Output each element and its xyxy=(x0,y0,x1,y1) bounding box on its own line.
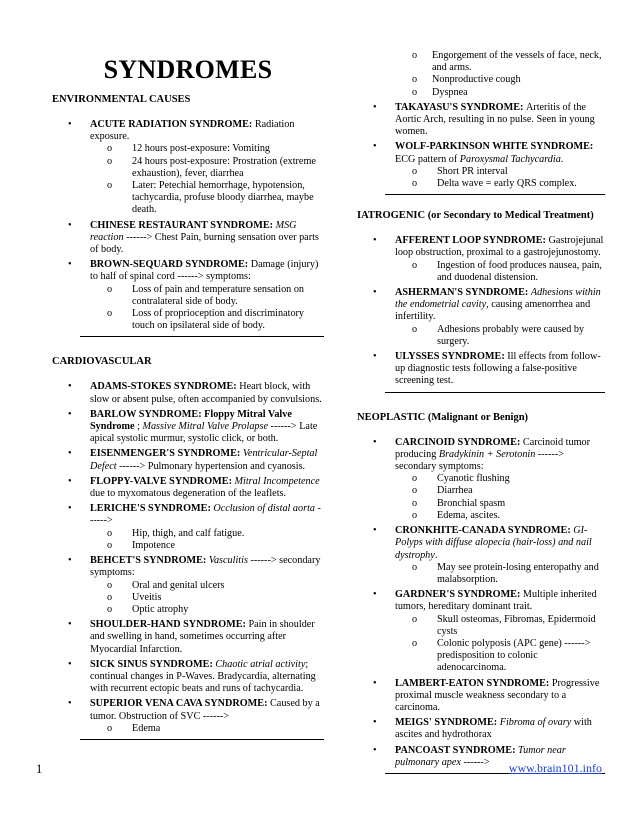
syndrome-item xyxy=(357,525,605,562)
page-number: 1 xyxy=(36,762,43,776)
syndrome-name: TAKAYASU'S SYNDROME: xyxy=(395,101,526,113)
sub-item-text: Edema, ascites. xyxy=(437,509,501,521)
syndrome-description: ; continual changes in P-Waves. Bradycardia, alternating with recurrent ectopic beats and runs of tachycardia. xyxy=(90,658,316,695)
sub-item-text: Dyspnea xyxy=(432,86,468,98)
sub-bullet-icon: o xyxy=(107,155,113,167)
syndrome-name: SICK SINUS SYNDROME: xyxy=(90,658,216,670)
syndrome-item xyxy=(52,619,324,656)
syndrome-description: Mitral Incompetence xyxy=(234,475,320,487)
syndrome-list xyxy=(52,448,324,472)
sub-bullet-icon: o xyxy=(107,308,113,320)
syndrome-list xyxy=(357,141,605,165)
syndrome-item xyxy=(52,409,324,446)
sub-item xyxy=(52,156,324,180)
sub-item xyxy=(357,562,605,586)
syndrome-name: PANCOAST SYNDROME: xyxy=(395,744,519,756)
section-gap xyxy=(52,368,324,378)
sub-bullet-icon: o xyxy=(107,143,113,155)
sub-item-text: Delta wave = early QRS complex. xyxy=(437,178,577,190)
syndrome-name: BROWN-SEQUARD SYNDROME: xyxy=(90,259,251,271)
sub-item-text: Optic atrophy xyxy=(132,603,189,615)
bullet-icon: • xyxy=(373,744,377,756)
sub-bullet-icon: o xyxy=(412,259,418,271)
sub-item xyxy=(357,178,605,190)
syndrome-description: ------> Late apical systolic murmur, systolic click, or both. xyxy=(90,421,318,445)
sub-item-text: Diarrhea xyxy=(437,485,473,497)
syndrome-item xyxy=(52,555,324,579)
syndrome-description: ------> secondary symptoms: xyxy=(395,448,564,473)
syndrome-item xyxy=(52,659,324,696)
syndrome-description: Chaotic atrial activity xyxy=(215,658,306,670)
bullet-icon: • xyxy=(373,436,377,448)
syndrome-description: Tumor near pulmonary apex xyxy=(395,744,566,768)
sub-item-text: Edema xyxy=(132,722,161,734)
sub-bullet-icon: o xyxy=(107,603,113,615)
syndrome-list xyxy=(357,437,605,474)
sub-item xyxy=(357,50,605,74)
syndrome-description: ECG pattern of xyxy=(395,153,460,165)
sub-bullet-icon: o xyxy=(412,323,418,335)
sub-bullet-icon: o xyxy=(107,527,113,539)
syndrome-list xyxy=(52,381,324,405)
sub-item xyxy=(357,614,605,638)
sub-item xyxy=(357,498,605,510)
syndrome-name: LERICHE'S SYNDROME: xyxy=(90,503,214,515)
sub-bullet-icon: o xyxy=(412,86,418,98)
bullet-icon: • xyxy=(68,619,72,631)
bullet-icon: • xyxy=(373,101,377,113)
bullet-icon: • xyxy=(68,658,72,670)
bullet-icon: • xyxy=(373,141,377,153)
right-column xyxy=(357,0,605,774)
sub-item xyxy=(357,166,605,178)
syndrome-description: Damage (injury) to half of spinal cord ------> symptoms: xyxy=(90,259,319,283)
syndrome-description: Occlusion of distal aorta xyxy=(213,503,315,515)
bullet-icon: • xyxy=(68,448,72,460)
syndrome-name: MEIGS' SYNDROME: xyxy=(395,717,500,729)
bullet-icon: • xyxy=(68,408,72,420)
syndrome-name: CARCINOID SYNDROME: xyxy=(395,436,523,448)
bullet-icon: • xyxy=(373,525,377,537)
syndrome-name: SHOULDER-HAND SYNDROME: xyxy=(90,619,249,631)
syndrome-list xyxy=(52,259,324,283)
sub-item-text: Ingestion of food produces nausea, pain, and duodenal distension. xyxy=(437,259,602,283)
sub-bullet-icon: o xyxy=(107,579,113,591)
syndrome-description: Vasculitis xyxy=(208,555,248,567)
section-heading: CARDIOVASCULAR xyxy=(52,356,152,368)
syndrome-description: Ill effects from follow-up diagnostic tests following a false-positive screening test. xyxy=(395,351,601,387)
syndrome-list xyxy=(357,102,605,139)
sub-item xyxy=(52,143,324,155)
syndrome-description: due to myxomatous degeneration of the leaflets. xyxy=(90,488,287,500)
section xyxy=(52,93,324,337)
left-sections xyxy=(52,93,324,740)
sub-item xyxy=(52,604,324,616)
bullet-icon: • xyxy=(373,717,377,729)
sub-item xyxy=(357,510,605,522)
syndrome-name: FLOPPY-VALVE SYNDROME: xyxy=(90,475,235,487)
sub-bullet-icon: o xyxy=(412,485,418,497)
bullet-icon: • xyxy=(373,677,377,689)
syndrome-description: ------> secondary symptoms: xyxy=(90,555,321,579)
sub-item-text: Oral and genital ulcers xyxy=(132,579,225,591)
bullet-icon: • xyxy=(68,381,72,393)
syndrome-name: WOLF-PARKINSON WHITE SYNDROME: xyxy=(395,141,594,153)
syndrome-description: Pain in shoulder and swelling in hand, sometimes occurring after Myocardial Infarction. xyxy=(90,619,315,655)
syndrome-description: Progressive proximal muscle weakness secondary to a carcinoma. xyxy=(395,677,600,713)
sub-item xyxy=(52,580,324,592)
syndrome-description: Caused by a tumor. Obstruction of SVC ------> xyxy=(90,698,320,722)
syndrome-name: GARDNER'S SYNDROME: xyxy=(395,589,523,601)
sub-bullet-icon: o xyxy=(412,178,418,190)
syndrome-description: ------> xyxy=(90,503,321,527)
sub-item-text: Loss of pain and temperature sensation on contralateral side of body. xyxy=(132,283,305,307)
sub-item-text: May see protein-losing enteropathy and malabsorption. xyxy=(437,561,599,585)
sub-item-text: Uveitis xyxy=(132,591,162,603)
syndrome-name: AFFERENT LOOP SYNDROME: xyxy=(395,235,549,247)
sub-bullet-icon: o xyxy=(107,283,113,295)
syndrome-name: ASHERMAN'S SYNDROME: xyxy=(395,287,531,299)
syndrome-name: BARLOW SYNDROME: Floppy Mitral Valve Syndrome xyxy=(90,408,292,433)
syndrome-description: Paroxysmal Tachycardia xyxy=(459,153,561,165)
syndrome-item xyxy=(52,503,324,527)
sub-item-text: 24 hours post-exposure: Prostration (extreme exhaustion), fever, diarrhea xyxy=(132,155,316,179)
syndrome-item xyxy=(52,119,324,143)
sub-item-text: Cyanotic flushing xyxy=(437,473,510,485)
syndrome-item xyxy=(52,448,324,472)
footer-link[interactable]: www.brain101.info xyxy=(508,761,602,775)
sub-item xyxy=(52,528,324,540)
sub-item xyxy=(52,180,324,217)
syndrome-description: with ascites and hydrothorax xyxy=(395,717,592,741)
syndrome-description: Massive Mitral Valve Prolapse xyxy=(142,421,268,433)
page-title: SYNDROMES xyxy=(103,55,273,84)
sub-item xyxy=(52,308,324,332)
syndrome-description: ------> Pulmonary hypertension and cyanosis. xyxy=(116,460,306,472)
sub-bullet-icon: o xyxy=(412,74,418,86)
sub-item xyxy=(357,74,605,86)
syndrome-item xyxy=(357,141,605,165)
syndrome-item xyxy=(52,259,324,283)
sub-item-text: Bronchial spasm xyxy=(437,497,506,509)
sub-bullet-icon: o xyxy=(107,591,113,603)
section xyxy=(52,355,324,739)
syndrome-description: Arteritis of the Aortic Arch, resulting in no pulse. Seen in young women. xyxy=(395,101,595,138)
syndrome-list xyxy=(52,698,324,722)
sub-bullet-icon: o xyxy=(412,509,418,521)
bullet-icon: • xyxy=(68,259,72,271)
syndrome-name: ADAMS-STOKES SYNDROME: xyxy=(90,381,240,393)
bullet-icon: • xyxy=(68,219,72,231)
section-divider xyxy=(80,739,324,740)
sub-item xyxy=(52,540,324,552)
sub-item xyxy=(357,324,605,348)
sub-item xyxy=(357,87,605,99)
syndrome-name: EISENMENGER'S SYNDROME: xyxy=(90,448,243,460)
bullet-icon: • xyxy=(68,475,72,487)
syndrome-description: . xyxy=(434,549,438,561)
sub-item-text: Skull osteomas, Fibromas, Epidermoid cysts xyxy=(437,613,596,637)
syndrome-description: Heart block, with slow or absent pulse, often accompanied by convulsions. xyxy=(90,381,322,405)
syndrome-name: CRONKHITE-CANADA SYNDROME: xyxy=(395,525,574,537)
section-divider xyxy=(385,392,605,393)
sub-item-text: Adhesions probably were caused by surgery. xyxy=(437,323,585,347)
syndrome-list xyxy=(357,525,605,562)
syndrome-description: ------> xyxy=(460,756,490,768)
section xyxy=(357,411,605,774)
sub-item-text: Engorgement of the vessels of face, neck, and arms. xyxy=(432,50,602,74)
syndrome-list xyxy=(357,235,605,259)
syndrome-name: ACUTE RADIATION SYNDROME: xyxy=(90,119,255,130)
section-heading: ENVIRONMENTAL CAUSES xyxy=(52,94,191,105)
sub-bullet-icon: o xyxy=(412,613,418,625)
section-divider xyxy=(80,336,324,337)
section-heading: NEOPLASTIC (Malignant or Benign) xyxy=(357,411,529,423)
bullet-icon: • xyxy=(68,503,72,515)
sub-item-text: 12 hours post-exposure: Vomiting xyxy=(132,143,271,155)
syndrome-item xyxy=(357,235,605,259)
bullet-icon: • xyxy=(68,698,72,710)
syndrome-list xyxy=(52,409,324,446)
syndrome-list xyxy=(52,119,324,143)
sub-bullet-icon: o xyxy=(412,637,418,649)
sub-item xyxy=(357,260,605,284)
syndrome-description: ------> Chest Pain, burning sensation over parts of body. xyxy=(90,231,319,256)
syndrome-list xyxy=(52,555,324,579)
syndrome-list xyxy=(357,678,605,715)
sub-bullet-icon: o xyxy=(107,722,113,734)
sub-item xyxy=(357,485,605,497)
section-divider xyxy=(385,194,605,195)
syndrome-description: Carcinoid tumor producing xyxy=(395,436,590,460)
syndrome-description: Ventricular-Septal Defect xyxy=(90,448,318,472)
sub-item-text: Hip, thigh, and calf fatigue. xyxy=(132,527,245,539)
syndrome-description: ; xyxy=(137,421,143,433)
sub-item-text: Colonic polyposis (APC gene) ------> predisposition to colonic adenocarcinoma. xyxy=(437,637,591,674)
syndrome-item xyxy=(52,381,324,405)
syndrome-description: MSG reaction xyxy=(90,219,297,243)
syndrome-list xyxy=(52,503,324,527)
syndrome-item xyxy=(357,351,605,388)
bullet-icon: • xyxy=(68,555,72,567)
sub-item-text: Short PR interval xyxy=(437,165,508,177)
left-column xyxy=(52,0,324,740)
syndrome-name: CHINESE RESTAURANT SYNDROME: xyxy=(90,219,276,231)
section-gap xyxy=(357,222,605,232)
sub-item-text: Impotence xyxy=(132,539,175,551)
syndrome-name: SUPERIOR VENA CAVA SYNDROME: xyxy=(90,698,271,710)
syndrome-description: . xyxy=(560,153,564,165)
syndrome-description: , causing amenorrhea and infertility. xyxy=(395,299,591,323)
syndrome-description: Radiation exposure. xyxy=(90,119,295,143)
sub-item xyxy=(52,284,324,308)
syndrome-description: Multiple inherited tumors, hereditary dominant trait. xyxy=(395,589,597,613)
sub-item-text: Later: Petechial hemorrhage, hypotension, tachycardia, profuse bloody diarrhea, maybe death. xyxy=(132,180,314,216)
syndrome-description: Bradykinin + Serotonin xyxy=(438,448,536,460)
section xyxy=(357,209,605,392)
syndrome-list xyxy=(52,476,324,500)
syndrome-item xyxy=(357,678,605,715)
syndrome-name: ULYSSES SYNDROME: xyxy=(395,351,508,363)
syndrome-description: Fibroma of ovary xyxy=(499,717,572,729)
sub-bullet-icon: o xyxy=(412,561,418,573)
sub-bullet-icon: o xyxy=(107,539,113,551)
bullet-icon: • xyxy=(373,235,377,247)
syndrome-item xyxy=(357,717,605,741)
syndrome-item xyxy=(52,698,324,722)
sub-bullet-icon: o xyxy=(412,497,418,509)
section-gap xyxy=(357,424,605,434)
bullet-icon: • xyxy=(373,351,377,363)
syndrome-description: Gastrojejunal loop obstruction, proximal to a gastrojejunostomy. xyxy=(395,235,604,259)
sub-item xyxy=(52,723,324,735)
syndrome-item xyxy=(357,102,605,139)
syndrome-name: BEHCET'S SYNDROME: xyxy=(90,555,209,567)
section-heading: IATROGENIC (or Secondary to Medical Treatment) xyxy=(357,210,594,222)
sub-item-text: Loss of proprioception and discriminatory touch on ipsilateral side of body. xyxy=(132,308,305,332)
syndrome-item xyxy=(52,220,324,257)
syndrome-item xyxy=(357,437,605,474)
syndrome-item xyxy=(52,476,324,500)
syndrome-name: LAMBERT-EATON SYNDROME: xyxy=(395,677,552,689)
syndrome-item xyxy=(357,589,605,613)
bullet-icon: • xyxy=(68,119,72,130)
syndrome-list xyxy=(52,659,324,696)
bullet-icon: • xyxy=(373,589,377,601)
syndrome-list xyxy=(52,619,324,656)
syndrome-list xyxy=(357,589,605,613)
syndrome-item xyxy=(357,287,605,324)
syndrome-list xyxy=(357,287,605,324)
sub-bullet-icon: o xyxy=(412,473,418,485)
sub-bullet-icon: o xyxy=(412,50,418,61)
sub-item xyxy=(357,638,605,675)
sub-item xyxy=(52,592,324,604)
syndrome-list xyxy=(357,351,605,388)
right-sections xyxy=(357,209,605,774)
section-gap xyxy=(52,106,324,116)
syndrome-description: GI-Polyps with diffuse alopecia (hair-loss) and nail dystrophy xyxy=(395,525,592,561)
syndrome-list xyxy=(357,717,605,741)
cardiovascular-continued xyxy=(357,50,605,195)
syndrome-list xyxy=(52,220,324,257)
sub-bullet-icon: o xyxy=(412,165,418,177)
bullet-icon: • xyxy=(373,287,377,299)
sub-item xyxy=(357,473,605,485)
sub-item-text: Nonproductive cough xyxy=(432,74,521,86)
sub-bullet-icon: o xyxy=(107,180,113,192)
syndrome-description: Adhesions within the endometrial cavity xyxy=(395,287,601,311)
